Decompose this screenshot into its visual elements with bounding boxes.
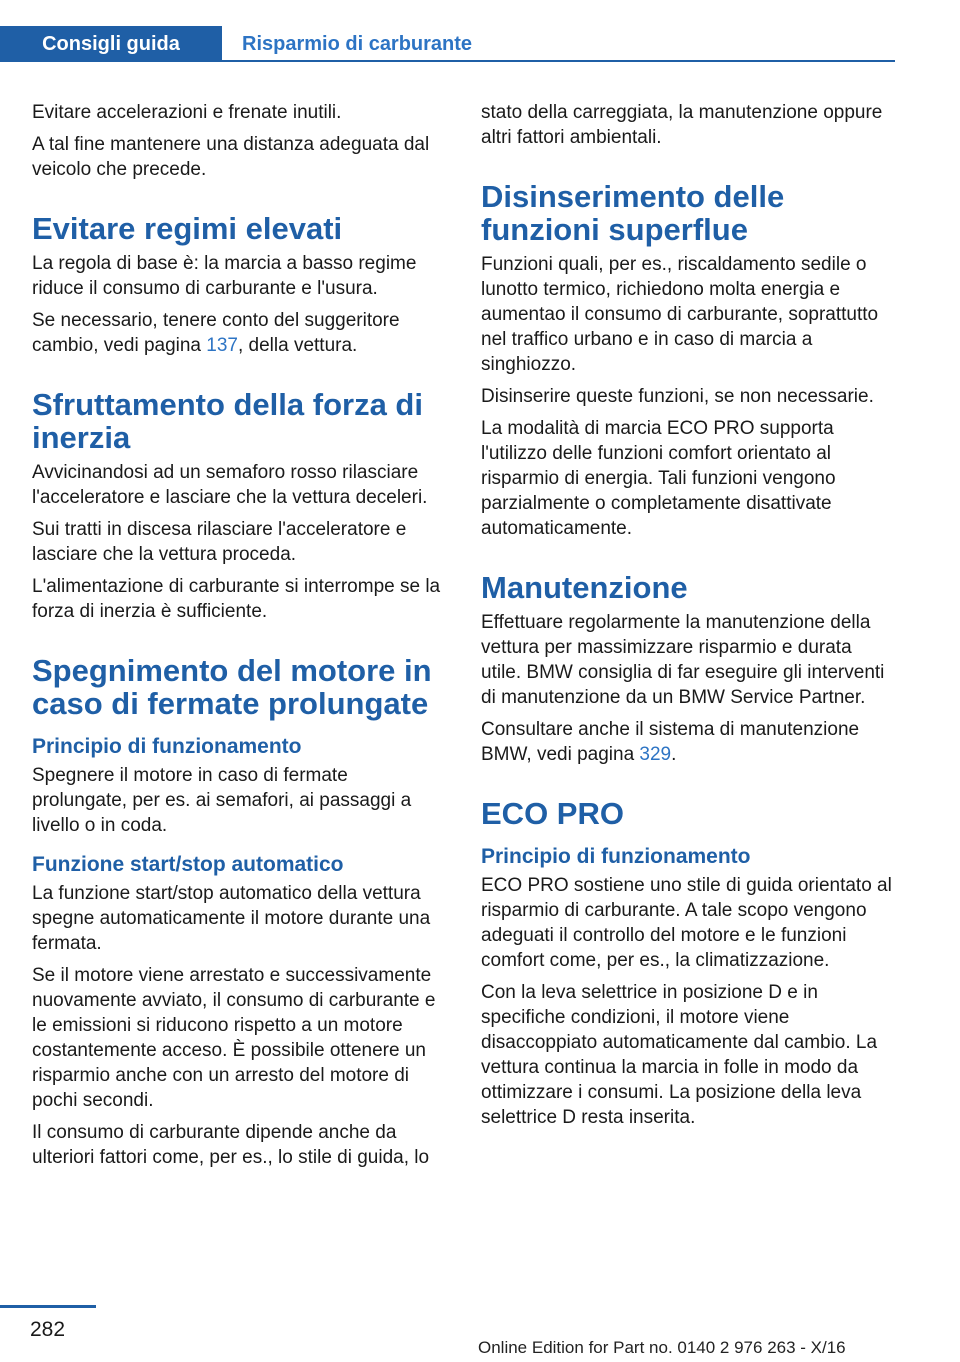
paragraph: Funzioni quali, per es., riscaldamento sedile o lunotto termico, richiedono molta energia e aumentao il consumo di carburante, soprattutto nel traffico urbano e in caso di marcia a singhiozzo.	[481, 254, 879, 375]
right-column	[481, 100, 895, 1137]
paragraph: Se il motore viene arrestato e successivamente nuovamente avviato, il consumo di carburante e le emissioni si riducono rispetto a un motore costantemente acceso. È possibile ottenere un risparmio anche con un arresto del motore di pochi secondi.	[32, 965, 436, 1111]
paragraph	[32, 308, 446, 358]
paragraph: stato della carreggiata, la manutenzione oppure altri fattori ambientali.	[481, 102, 883, 148]
heading-eco-pro: ECO PRO	[481, 796, 624, 831]
paragraph-text: Consultare anche il sistema di manutenzione BMW, vedi pagina	[481, 719, 860, 765]
heading-forza-inerzia: Sfruttamento della forza di inerzia	[32, 387, 423, 455]
paragraph	[481, 717, 895, 767]
paragraph: Avvicinandosi ad un semaforo rosso rilasciare l'acceleratore e lasciare che la vettura deceleri.	[32, 462, 428, 508]
paragraph: La funzione start/stop automatico della vettura spegne automaticamente il motore durante una fermata.	[32, 883, 431, 954]
page-link-329[interactable]: 329	[639, 744, 672, 765]
heading-manutenzione: Manutenzione	[481, 570, 688, 605]
header-divider	[222, 60, 895, 62]
paragraph: A tal fine mantenere una distanza adeguata dal veicolo che precede.	[32, 134, 430, 180]
paragraph: Sui tratti in discesa rilasciare l'acceleratore e lasciare che la vettura proceda.	[32, 519, 407, 565]
header-tabs	[0, 0, 895, 62]
paragraph: Spegnere il motore in caso di fermate prolungate, per es. ai semafori, ai passaggi a livello o in coda.	[32, 765, 412, 836]
paragraph-text: Se necessario, tenere conto del suggeritore cambio, vedi pagina	[32, 310, 400, 356]
paragraph: Disinserire queste funzioni, se non necessarie.	[481, 386, 874, 407]
paragraph-text: .	[671, 744, 677, 765]
paragraph: ECO PRO sostiene uno stile di guida orientato al risparmio di carburante. A tale scopo vengono adeguati il controllo del motore e le funzioni comfort come, per es., la climatizzazione.	[481, 875, 892, 971]
footer-bar	[0, 1305, 96, 1308]
edition-footer: Online Edition for Part no. 0140 2 976 263 - X/16	[478, 1338, 846, 1357]
heading-evitare-regimi: Evitare regimi elevati	[32, 211, 343, 246]
page-link-137[interactable]: 137	[206, 335, 238, 356]
page-number: 282	[30, 1318, 66, 1341]
paragraph: Evitare accelerazioni e frenate inutili.	[32, 102, 342, 123]
subheading-principio: Principio di funzionamento	[32, 735, 302, 758]
paragraph: Il consumo di carburante dipende anche da ulteriori fattori come, per es., lo stile di guida, lo	[32, 1122, 430, 1168]
tab-risparmio-carburante[interactable]: Risparmio di carburante	[242, 32, 473, 55]
heading-spegnimento-motore: Spegnimento del motore in caso di fermate prolungate	[32, 653, 432, 721]
subheading-principio: Principio di funzionamento	[481, 845, 751, 868]
subheading-start-stop: Funzione start/stop automatico	[32, 853, 344, 876]
left-column	[32, 100, 446, 1177]
paragraph: La modalità di marcia ECO PRO supporta l'utilizzo delle funzioni comfort orientato al risparmio di energia. Tali funzioni vengono parzialmente o completamente disattivate automaticamente.	[481, 418, 836, 539]
paragraph: L'alimentazione di carburante si interrompe se la forza di inerzia è sufficiente.	[32, 576, 441, 622]
paragraph: Effettuare regolarmente la manutenzione della vettura per massimizzare risparmio e durata utile. BMW consiglia di far eseguire gli interventi di manutenzione da un BMW Service Partner.	[481, 612, 885, 708]
paragraph-text: , della vettura.	[237, 335, 358, 356]
tab-consigli-guida[interactable]: Consigli guida	[0, 26, 222, 62]
heading-disinserimento-funzioni: Disinserimento delle funzioni superflue	[481, 179, 785, 247]
paragraph: Con la leva selettrice in posizione D e in specifiche condizioni, il motore viene disaccoppiato automaticamente dal cambio. La vettura continua la marcia in folle in modo da ottimizzare i consumi. La posizione della leva selettrice D resta inserita.	[481, 982, 878, 1128]
paragraph: La regola di base è: la marcia a basso regime riduce il consumo di carburante e l'usura.	[32, 253, 417, 299]
